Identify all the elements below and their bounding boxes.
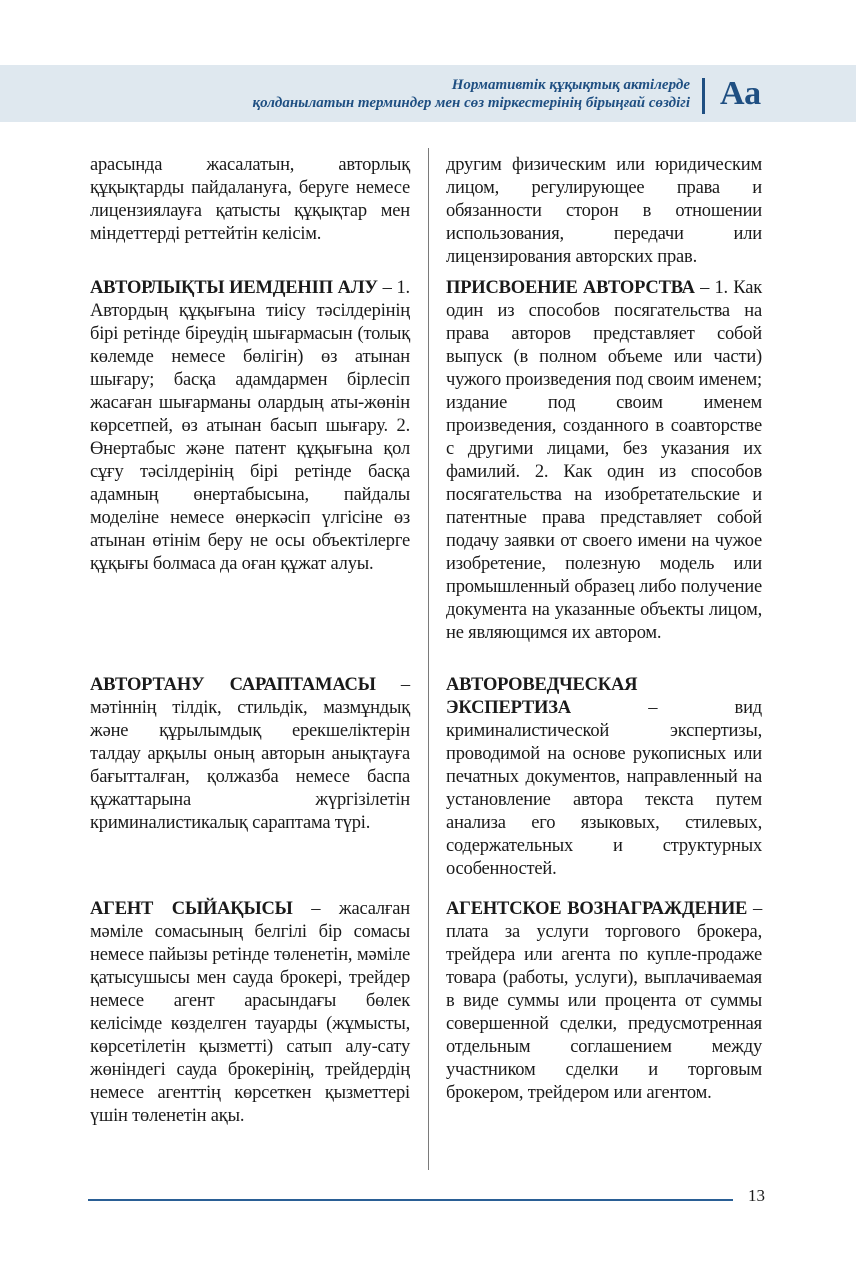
entry-kz-agent-syiaqysy [90, 898, 410, 1128]
entry-definition: арасында жасалатын, авторлық құқықтарды пайдалануға, беруге немесе лицензиялауға қатысты құқықтар мен міндеттерді реттейтін келісім. [90, 155, 410, 244]
entry-definition: другим физическим или юридическим лицом, регулирующее права и обязанности сторон в отношении использования, передачи или лицензирования авторских прав. [446, 155, 762, 267]
entry-term: АВТОРТАНУ САРАПТАМАСЫ [90, 675, 376, 695]
header-title-line-1: Нормативтік құқықтық актілерде [451, 77, 690, 93]
running-header [252, 76, 690, 112]
footer-rule [88, 1199, 733, 1201]
column-divider [428, 148, 429, 1170]
entry-term: АГЕНТ СЫЙАҚЫСЫ [90, 899, 293, 919]
entry-term: ПРИСВОЕНИЕ АВТОРСТВА [446, 278, 695, 298]
header-title-line-2: қолданылатын терминдер мен сөз тіркестерінің бірыңғай сөздігі [252, 95, 690, 111]
entry-definition: – вид криминалистической экспертизы, проводимой на основе рукописных или печатных документов, направленный на установление автора текста путем анализа его языковых, стилевых, содержательных и структурных особенностей. [446, 698, 762, 879]
entry-definition: – 1. Как один из способов посягательства на права авторов представляет собой выпуск (в полном объеме или части) чужого произведения под своим именем; издание под своим именем произведения, созданного в соавторстве с другими лицами, без указания их фамилий. 2. Как один из способов посягательства на изобретательские и патентные права представляет собой подачу заявки от своего имени на чужое изобретение, полезную модель или промышленный образец либо получение документа на указанные объекты лицом, не являющимся их автором. [446, 278, 762, 643]
entry-term: АВТОРЛЫҚТЫ ИЕМДЕНІП АЛУ [90, 278, 378, 298]
entry-kz-continuation [90, 154, 410, 246]
page-number: 13 [748, 1186, 765, 1205]
entry-ru-agentskoe-voznagrazhdenie [446, 898, 762, 1105]
entry-definition: – мәтіннің тілдік, стильдік, мазмұндық және құрылымдық ерекшеліктерін талдау арқылы оның авторын анықтауға бағытталған, қолжазба немесе баспа құжаттарына жүргізілетін криминалистикалық сараптама түрі. [90, 675, 410, 833]
entry-ru-continuation [446, 154, 762, 269]
section-letter: Аа [720, 75, 762, 112]
entry-ru-avtorovedcheskaya-ekspertiza [446, 674, 762, 881]
entry-ru-prisvoenie-avtorstva [446, 277, 762, 645]
entry-definition: – жасалған мәміле сомасының белгілі бір сомасы немесе пайызы ретінде төленетін, мәміле қатысушысы мен сауда брокері, трейдер немесе агент арасындағы бөлек келісімде көзделген тауарды (жұмысты, көрсетілетін қызметті) сатып алу-сату жөніндегі сауда брокерінің, трейдердің немесе агенттің көрсеткен қызметтері үшін төленетін ақы. [90, 899, 410, 1126]
entry-term: АВТОРОВЕДЧЕСКАЯ ЭКСПЕРТИЗА [446, 675, 638, 718]
entry-kz-avtorlyqty-iemdenip-alu [90, 277, 410, 576]
entry-term: АГЕНТСКОЕ ВОЗНАГРАЖДЕНИЕ [446, 899, 748, 919]
header-separator [702, 78, 705, 114]
entry-definition: – плата за услуги торгового брокера, трейдера или агента по купле-продаже товара (работы, услуги), выплачиваемая в виде суммы или процента от суммы совершенной сделки, предусмотренная отдельным соглашением между участником сделки и торговым брокером, трейдером или агентом. [446, 899, 762, 1103]
entry-kz-avtortanu-saraptamasy [90, 674, 410, 835]
entry-definition: – 1. Автордың құқығына тиісу тәсілдерінің бірі ретінде біреудің шығармасын (толық көлемде немесе бөлігін) өз атынан шығару; басқа адамдармен бірлесіп жасаған шығарманы олардың аты-жөнін көрсетпей, өз атынан басып шығару. 2. Өнертабыс және патент құқығына қол сұғу тәсілдерінің бірі ретінде басқа адамның өнертабысына, пайдалы моделіне немесе өнеркәсіп үлгісіне өз атынан өтінім беру не осы объектілерге құқығы болмаса да оған құжат алуы. [90, 278, 410, 574]
